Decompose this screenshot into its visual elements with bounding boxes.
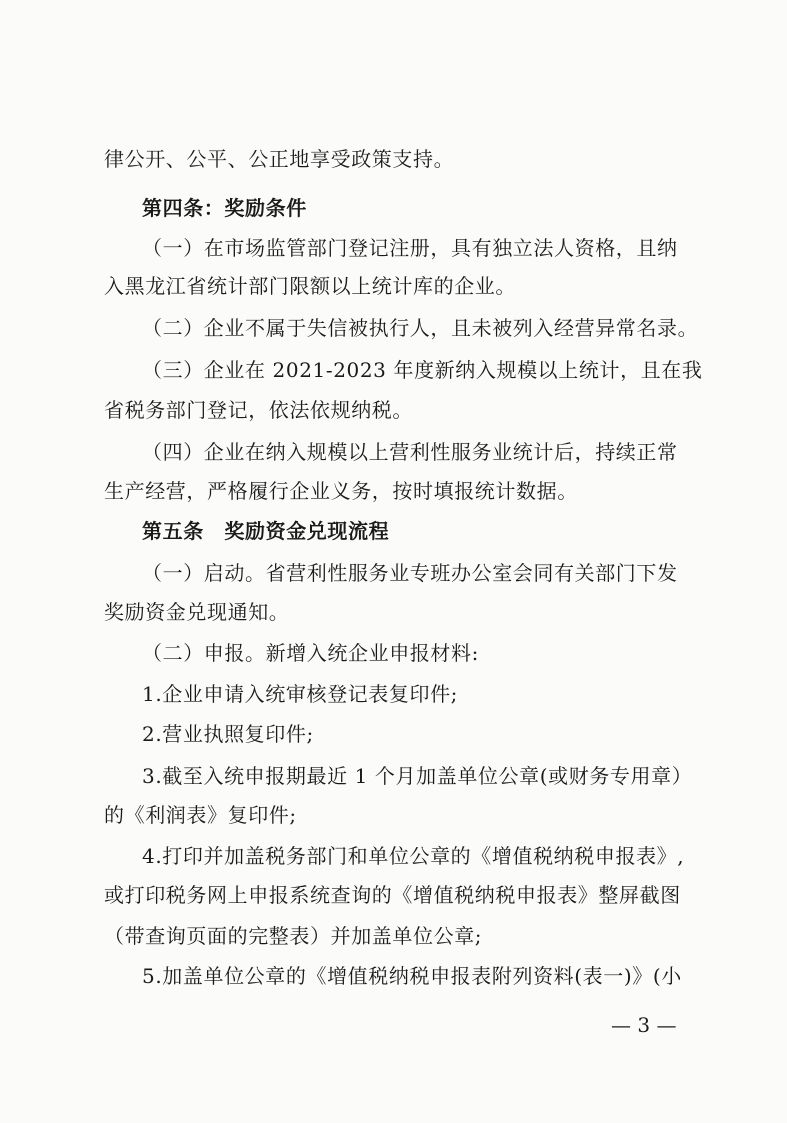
list-item-2: 2.营业执照复印件; xyxy=(142,722,314,746)
paragraph-line: （带查询页面的完整表）并加盖单位公章; xyxy=(104,924,483,948)
paragraph-line: 律公开、公平、公正地享受政策支持。 xyxy=(104,147,455,171)
page-number: — 3 — xyxy=(611,1013,677,1037)
section-heading-article-4: 第四条：奖励条件 xyxy=(142,196,307,220)
paragraph-line: （三）企业在 2021-2023 年度新纳入规模以上统计，且在我 xyxy=(142,358,703,382)
paragraph-line: 生产经营，严格履行企业义务，按时填报统计数据。 xyxy=(104,479,578,503)
list-item-1: 1.企业申请入统审核登记表复印件; xyxy=(142,682,459,706)
list-item-4: 4.打印并加盖税务部门和单位公章的《增值税纳税申报表》, xyxy=(142,844,685,868)
paragraph-line: 的《利润表》复印件; xyxy=(104,803,297,827)
paragraph-line: 奖励资金兑现通知。 xyxy=(104,600,290,624)
list-item-3: 3.截至入统申报期最近 1 个月加盖单位公章(或财务专用章） xyxy=(142,764,693,788)
paragraph-line: （一）在市场监管部门登记注册，具有独立法人资格，且纳 xyxy=(142,236,678,260)
paragraph-line: 或打印税务网上申报系统查询的《增值税纳税申报表》整屏截图 xyxy=(104,883,681,907)
paragraph-line: （二）申报。新增入统企业申报材料: xyxy=(142,641,479,665)
section-heading-article-5: 第五条 奖励资金兑现流程 xyxy=(142,519,390,543)
list-item-5: 5.加盖单位公章的《增值税纳税申报表附列资料(表一)》(小 xyxy=(142,964,682,988)
paragraph-line: （二）企业不属于失信被执行人，且未被列入经营异常名录。 xyxy=(142,316,699,340)
paragraph-line: 省税务部门登记，依法依规纳税。 xyxy=(104,398,413,422)
paragraph-line: （一）启动。省营利性服务业专班办公室会同有关部门下发 xyxy=(142,561,678,585)
paragraph-line: （四）企业在纳入规模以上营利性服务业统计后，持续正常 xyxy=(142,440,678,464)
paragraph-line: 入黑龙江省统计部门限额以上统计库的企业。 xyxy=(104,274,516,298)
